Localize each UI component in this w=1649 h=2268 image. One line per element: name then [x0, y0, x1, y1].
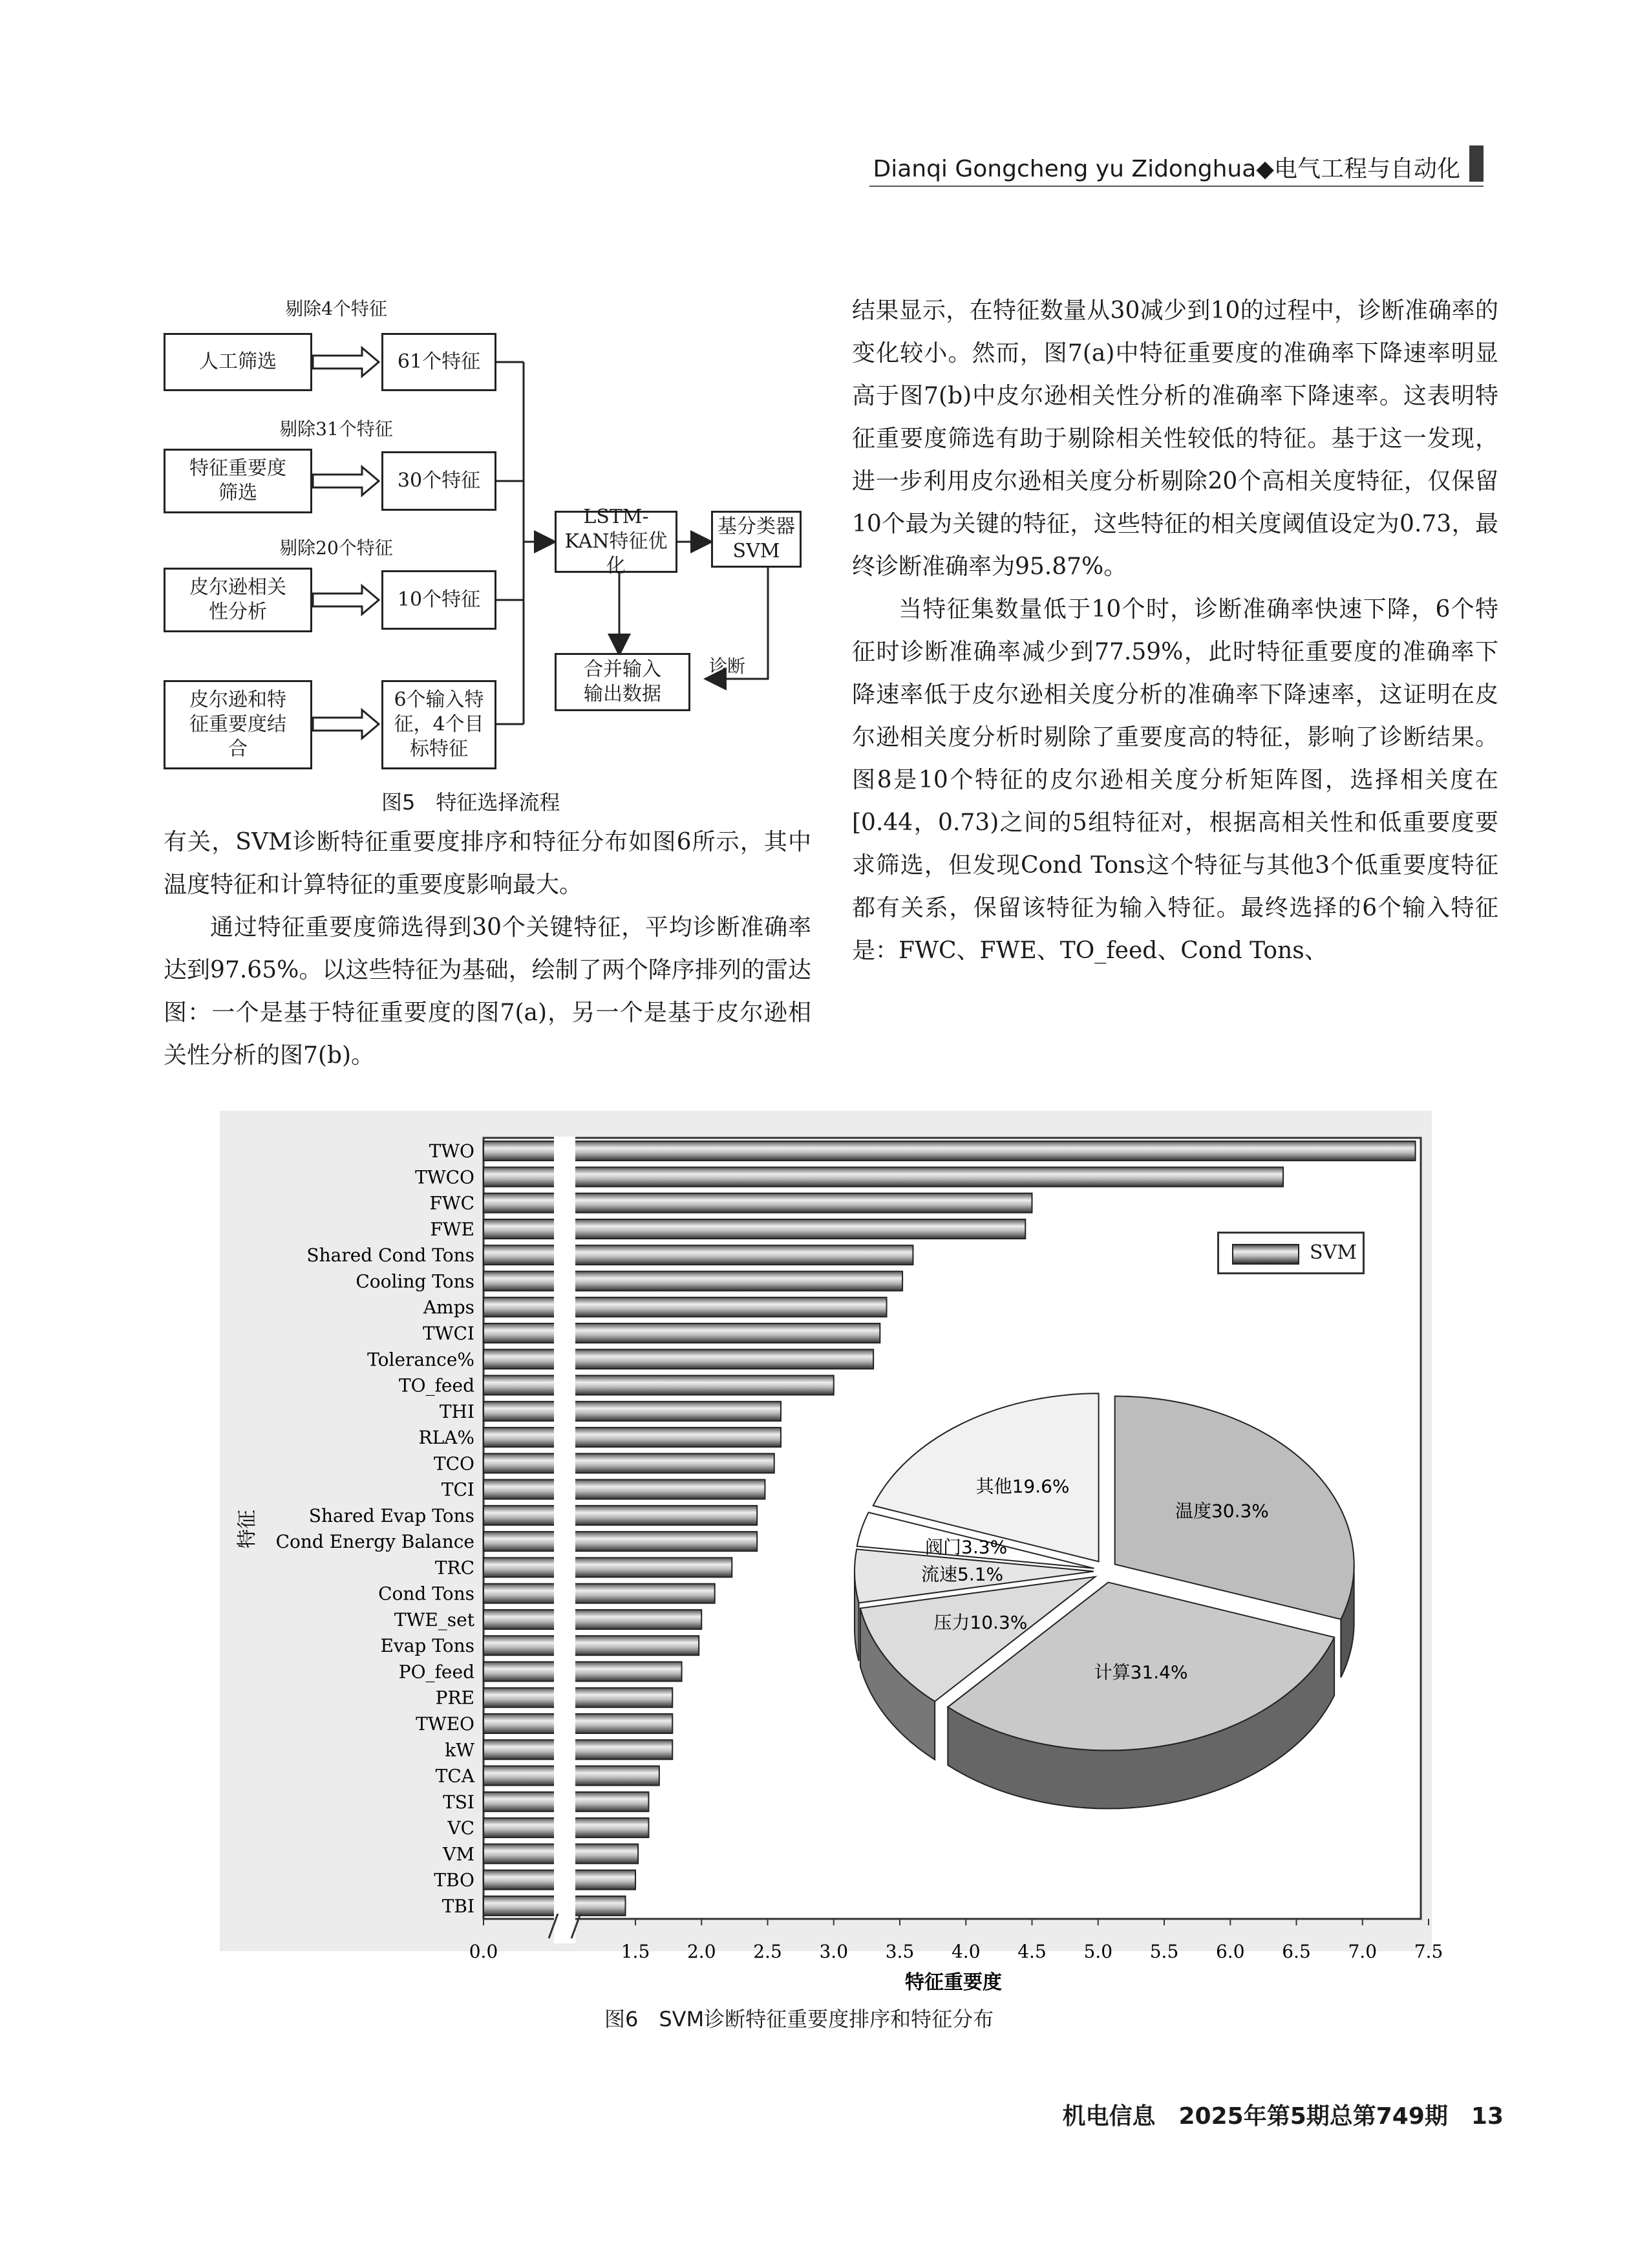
- category-label: TRC: [434, 1557, 474, 1579]
- bar-TWCO: [484, 1167, 1283, 1186]
- x-tick-label: 1.5: [621, 1941, 650, 1962]
- bar-Tolerance%: [484, 1349, 873, 1369]
- category-label: Cond Energy Balance: [275, 1531, 474, 1553]
- manual-filter-box: 人工筛选: [164, 333, 312, 391]
- x-tick-label: 0.0: [469, 1941, 498, 1962]
- legend-swatch: [1232, 1244, 1299, 1265]
- category-label: TCA: [435, 1765, 474, 1787]
- bar-TWCI: [484, 1323, 880, 1343]
- remove31-note: 剔除31个特征: [279, 418, 393, 440]
- x-tick-label: 4.0: [951, 1941, 981, 1962]
- category-label: Shared Evap Tons: [308, 1504, 474, 1526]
- category-label: VM: [443, 1843, 474, 1865]
- category-label: TBO: [434, 1869, 474, 1891]
- category-label: THI: [439, 1400, 474, 1422]
- pie-label: 温度30.3%: [1175, 1500, 1269, 1522]
- features-61-box: 61个特征: [381, 333, 496, 391]
- bar-TCI: [484, 1480, 765, 1499]
- pie-label: 计算31.4%: [1094, 1661, 1188, 1683]
- category-label: Cond Tons: [378, 1583, 474, 1605]
- pie-label: 流速5.1%: [921, 1563, 1004, 1585]
- x-tick-label: 4.5: [1017, 1941, 1047, 1962]
- category-label: RLA%: [418, 1427, 474, 1449]
- category-label: FWE: [430, 1218, 474, 1240]
- category-label: Amps: [423, 1296, 474, 1318]
- right-paragraph-1: 结果显示，在特征数量从30减少到10的过程中，诊断准确率的变化较小。然而，图7(a)中特征重要度的准确率下降速率明显高于图7(b)中皮尔逊相关性分析的准确率下降速率。这表明特征重要度筛选有助于剔除相关性较低的特征。基于这一发现，进一步利用皮尔逊相关度分析剔除20个高相关度特征，仅保留10个最为关键的特征，这些特征的相关度阈值设定为0.73，最终诊断准确率为95.87%。: [852, 297, 1498, 580]
- x-tick-label: 6.0: [1215, 1941, 1245, 1962]
- bar-Shared Cond Tons: [484, 1245, 913, 1265]
- bar-TWEO: [484, 1714, 672, 1733]
- x-tick-label: 7.5: [1414, 1941, 1443, 1962]
- lstm-kan-box: LSTM-KAN特征优化: [555, 511, 677, 573]
- bar-TCO: [484, 1453, 774, 1473]
- category-label: PO_feed: [398, 1661, 474, 1683]
- bar-Amps: [484, 1298, 887, 1317]
- bar-RLA%: [484, 1428, 781, 1447]
- bar-THI: [484, 1402, 781, 1421]
- legend-label: SVM: [1310, 1241, 1357, 1264]
- category-label: TSI: [443, 1791, 474, 1813]
- running-title: Dianqi Gongcheng yu Zidonghua◆电气工程与自动化: [873, 156, 1460, 182]
- bar-Cond Tons: [484, 1584, 715, 1603]
- category-label: kW: [445, 1739, 474, 1761]
- category-label: PRE: [435, 1687, 474, 1709]
- x-tick-label: 3.5: [885, 1941, 915, 1962]
- axis-break-gap: [554, 1137, 575, 1943]
- features-30-box: 30个特征: [381, 451, 496, 511]
- category-label: TCO: [433, 1453, 474, 1475]
- bar-TWE_set: [484, 1610, 701, 1629]
- left-paragraph-1: 有关，SVM诊断特征重要度排序和特征分布如图6所示，其中温度特征和计算特征的重要度影响最大。: [164, 829, 811, 898]
- pie-label: 压力10.3%: [933, 1611, 1028, 1633]
- bar-TO_feed: [484, 1376, 834, 1395]
- bar-Shared Evap Tons: [484, 1506, 757, 1525]
- features-6-box: 6个输入特征，4个目标特征: [381, 680, 496, 769]
- x-tick-label: 2.5: [753, 1941, 782, 1962]
- diagnose-note: 诊断: [708, 656, 745, 677]
- left-paragraph-2: 通过特征重要度筛选得到30个关键特征，平均诊断准确率达到97.65%。以这些特征为基础，绘制了两个降序排列的雷达图：一个是基于特征重要度的图7(a)，另一个是基于皮尔逊相关性分析的图7(b)。: [164, 914, 811, 1069]
- category-label: Cooling Tons: [356, 1270, 474, 1292]
- category-label: Evap Tons: [380, 1635, 474, 1657]
- x-tick-label: 5.0: [1083, 1941, 1113, 1962]
- y-axis-title: 特征: [236, 1510, 259, 1548]
- bar-Cond Energy Balance: [484, 1532, 757, 1551]
- category-label: FWC: [429, 1192, 474, 1214]
- remove20-note: 剔除20个特征: [279, 537, 393, 559]
- bar-PO_feed: [484, 1662, 682, 1681]
- legend: [1217, 1232, 1365, 1274]
- pearson-analysis-box: 皮尔逊相关性分析: [164, 568, 312, 632]
- category-label: TCI: [441, 1479, 474, 1501]
- category-label: TBI: [442, 1895, 474, 1917]
- x-axis-title: 特征重要度: [905, 1971, 1002, 1994]
- bar-PRE: [484, 1688, 672, 1707]
- figure-6-caption: 图6 SVM诊断特征重要度排序和特征分布: [604, 2007, 994, 2031]
- bar-TWO: [484, 1141, 1416, 1161]
- x-tick-label: 2.0: [686, 1941, 716, 1962]
- page-footer: 机电信息 2025年第5期总第749期 13: [1062, 2103, 1504, 2130]
- figure-5-caption: 图5 特征选择流程: [381, 790, 560, 815]
- right-paragraph-2: 当特征集数量低于10个时，诊断准确率快速下降，6个特征时诊断准确率减少到77.59%，此时特征重要度的准确率下降速率低于皮尔逊相关度分析的准确率下降速率，这证明在皮尔逊相关度分析时剔除了重要度高的特征，影响了诊断结果。图8是10个特征的皮尔逊相关度分析矩阵图，选择相关度在[0.44，0.73)之间的5组特征对，根据高相关性和低重要度要求筛选，但发现Cond Tons这个特征与其他3个低重要度特征都有关系，保留该特征为输入特征。最终选择的6个输入特征是：FWC、FWE、TO_feed、Cond Tons、: [852, 596, 1498, 964]
- category-label: TO_feed: [398, 1375, 474, 1396]
- x-tick-label: 6.5: [1282, 1941, 1311, 1962]
- category-label: VC: [447, 1817, 474, 1839]
- bar-TRC: [484, 1557, 732, 1577]
- x-tick-label: 5.5: [1149, 1941, 1179, 1962]
- x-tick-label: 3.0: [819, 1941, 849, 1962]
- pie-label: 其他19.6%: [975, 1475, 1070, 1497]
- category-label: Shared Cond Tons: [306, 1245, 474, 1267]
- bar-Evap Tons: [484, 1636, 699, 1655]
- pie-label: 阀门3.3%: [925, 1536, 1008, 1558]
- bar-kW: [484, 1740, 672, 1759]
- category-label: TWCI: [423, 1323, 474, 1344]
- x-tick-label: 7.0: [1348, 1941, 1378, 1962]
- bar-Cooling Tons: [484, 1271, 902, 1290]
- category-label: Tolerance%: [367, 1349, 474, 1371]
- importance-filter-box: 特征重要度筛选: [164, 449, 312, 513]
- category-label: TWEO: [416, 1713, 474, 1735]
- remove4-note: 剔除4个特征: [285, 298, 387, 319]
- features-10-box: 10个特征: [381, 570, 496, 630]
- svm-box: 基分类器SVM: [711, 511, 802, 568]
- combined-box: 皮尔逊和特征重要度结合: [164, 680, 312, 769]
- merge-data-box: 合并输入输出数据: [555, 653, 690, 711]
- category-label: TWCO: [415, 1166, 474, 1188]
- category-label: TWE_set: [394, 1609, 474, 1631]
- category-label: TWO: [429, 1140, 474, 1162]
